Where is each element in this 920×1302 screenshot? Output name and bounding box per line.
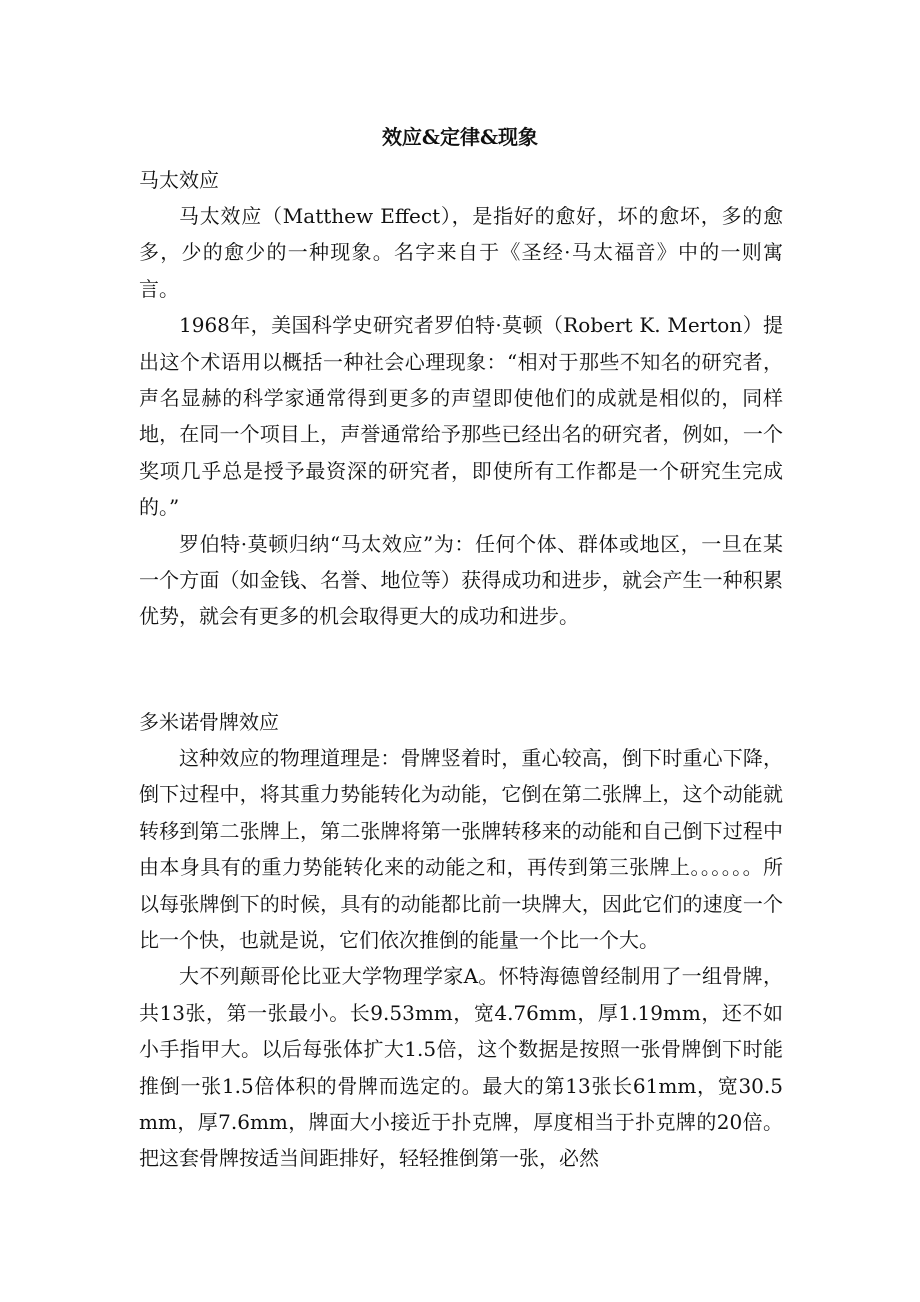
- paragraph: 马太效应（Matthew Effect），是指好的愈好，坏的愈坏，多的愈多，少的愈少的一种现象。名字来自于《圣经·马太福音》中的一则寓言。: [139, 204, 783, 301]
- section-heading: 马太效应: [139, 168, 219, 192]
- section-heading: 多米诺骨牌效应: [139, 710, 279, 734]
- paragraph: 1968年，美国科学史研究者罗伯特·莫顿（Robert K. Merton）提出这个术语用以概括一种社会心理现象：“相对于那些不知名的研究者，声名显赫的科学家通常得到更多的声望即使他们的成就是相似的，同样地，在同一个项目上，声誉通常给予那些已经出名的研究者，例如，一个奖项几乎总是授予最资深的研究者，即使所有工作都是一个研究生完成的。”: [139, 313, 783, 520]
- paragraph: 罗伯特·莫顿归纳“马太效应”为：任何个体、群体或地区，一旦在某一个方面（如金钱、名誉、地位等）获得成功和进步，就会产生一种积累优势，就会有更多的机会取得更大的成功和进步。: [139, 531, 783, 629]
- paragraph: 这种效应的物理道理是：骨牌竖着时，重心较高，倒下时重心下降，倒下过程中，将其重力势能转化为动能，它倒在第二张牌上，这个动能就转移到第二张牌上，第二张牌将第一张牌转移来的动能和自己倒下过程中由本身具有的重力势能转化来的动能之和，再传到第三张牌上。。。。。。所以每张牌倒下的时候，具有的动能都比前一块牌大，因此它们的速度一个比一个快，也就是说，它们依次推倒的能量一个比一个大。: [139, 746, 783, 953]
- section-matthew-effect: [139, 162, 783, 635]
- paragraph: 大不列颠哥伦比亚大学物理学家A。怀特海德曾经制用了一组骨牌，共13张，第一张最小。长9.53mm，宽4.76mm，厚1.19mm，还不如小手指甲大。以后每张体扩大1.5倍，这个数据是按照一张骨牌倒下时能推倒一张1.5倍体积的骨牌而选定的。最大的第13张长61mm，宽30.5mm，厚7.6mm，牌面大小接近于扑克牌，厚度相当于扑克牌的20倍。把这套骨牌按适当间距排好，轻轻推倒第一张，必然: [139, 964, 783, 1171]
- document-title: 效应&定律&现象: [381, 125, 539, 149]
- section-domino-effect: [139, 704, 783, 1177]
